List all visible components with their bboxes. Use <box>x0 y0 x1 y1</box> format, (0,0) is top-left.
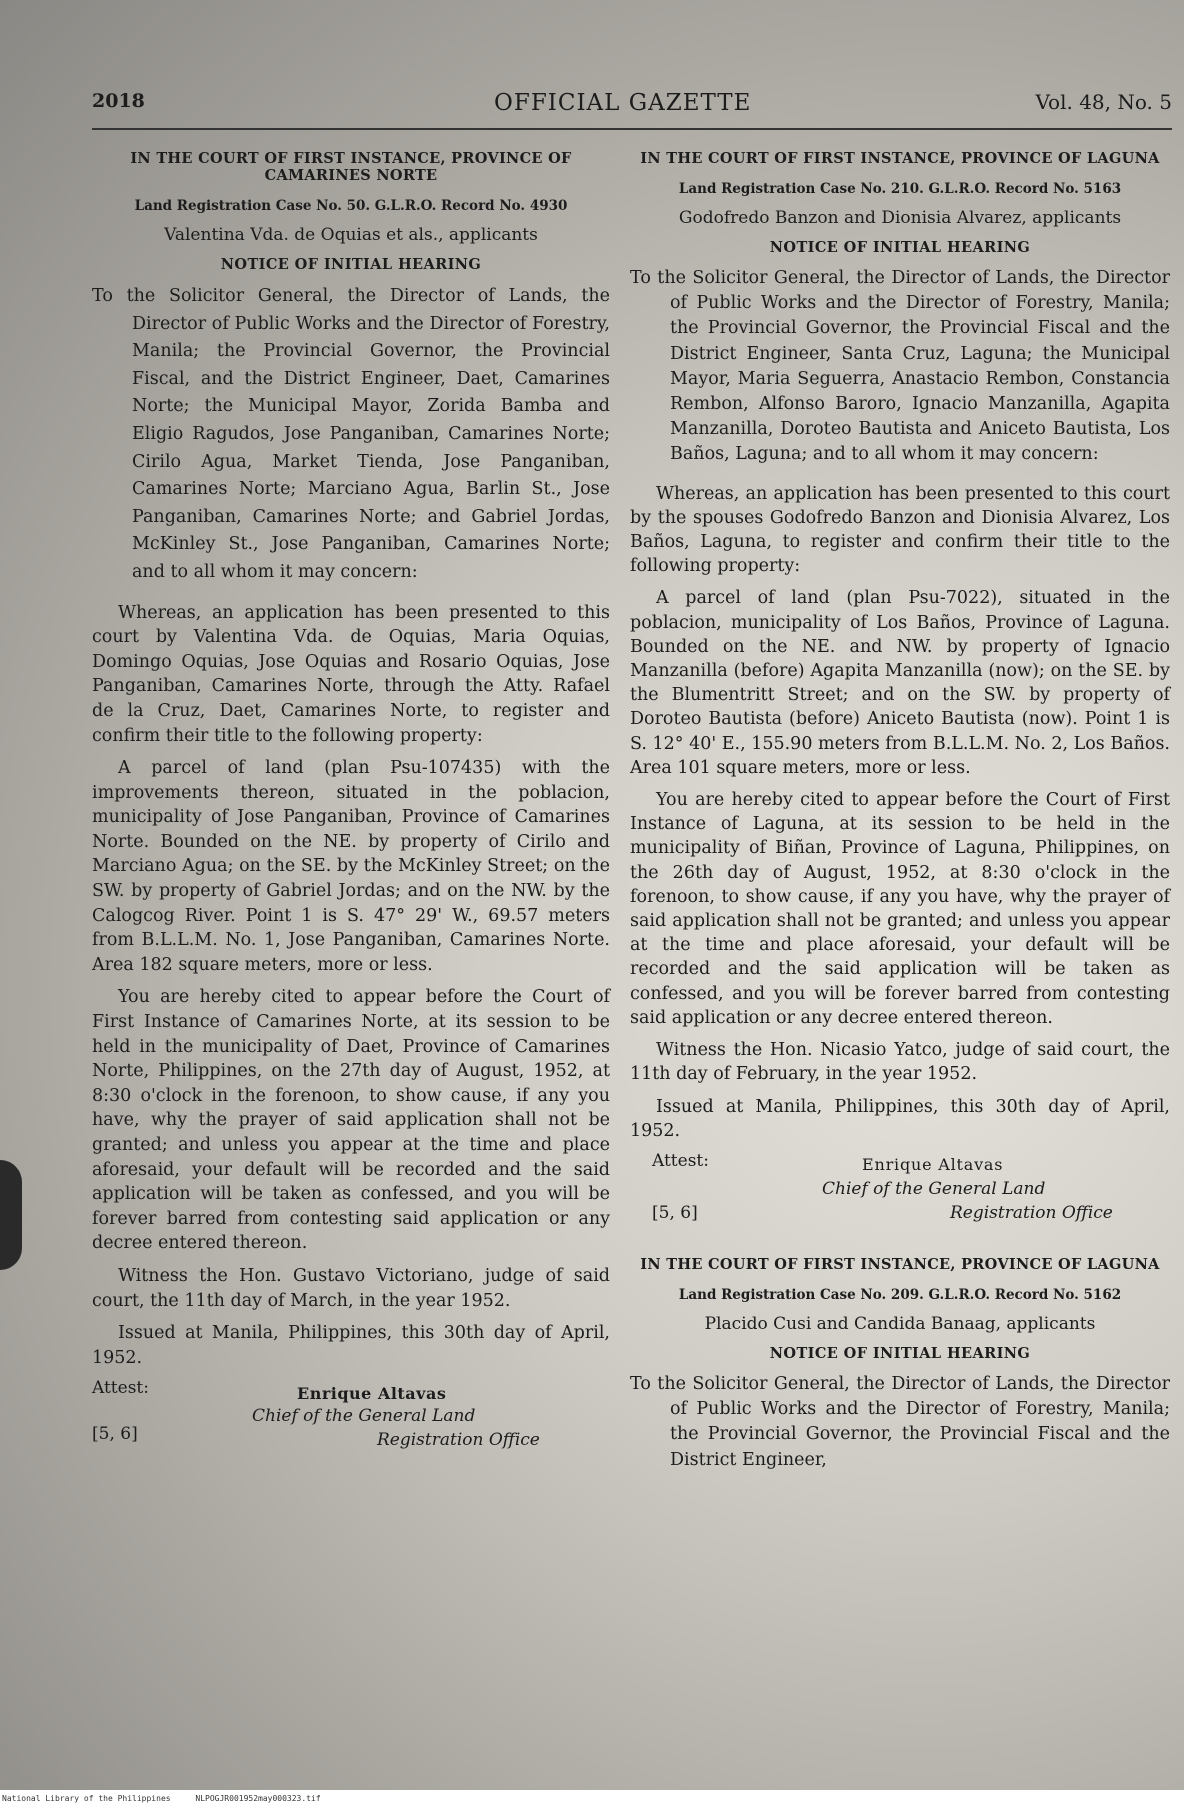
case-number: Land Registration Case No. 210. G.L.R.O. Record No. 5163 <box>678 181 1122 197</box>
case-number-2: Land Registration Case No. 209. G.L.R.O. Record No. 5162 <box>678 1286 1122 1303</box>
application-paragraph: Whereas, an application has been presented to this court by the spouses Godofredo Banzon and Dionisia Alvarez, Los Baños, Laguna, to register and confirm their title to the following property: <box>630 483 1170 577</box>
library-credit: National Library of the Philippines <box>2 1794 171 1803</box>
notice-heading: NOTICE OF INITIAL HEARING <box>769 239 1031 256</box>
applicants: Godofredo Banzon and Dionisia Alvarez, applicants <box>678 208 1122 228</box>
property-paragraph: A parcel of land (plan Psu-107435) with the improvements thereon, situated in the poblacion, municipality of Jose Panganiban, Province of Camarines Norte. Bounded on the NE. by property of Cirilo and Marciano Agua; on the SE. by the McKinley Street; on the SW. by property of Gabriel Jordas; and on the NW. by the Calogcog River. Point 1 is S. 47° 29' W., 69.57 meters from B.L.L.M. No. 1, Jose Panganiban, Camarines Norte. Area 182 square meters, more or less. <box>92 758 610 975</box>
issue-reference: [5, 6] <box>92 1424 138 1445</box>
court-heading: IN THE COURT OF FIRST INSTANCE, PROVINCE OF LAGUNA <box>640 150 1160 167</box>
citation-paragraph: You are hereby cited to appear before the Court of First Instance of Camarines Norte, at its session to be held in the municipality of Daet, Province of Camarines Norte, Philippines, on the 27th day of August, 1952, at 8:30 o'clock in the forenoon, to show cause, if any you have, why the prayer of said application shall not be granted; and unless you appear at the time and place aforesaid, your default will be recorded and the said application will be taken as confessed, and you will be forever barred from contesting said application or any decree entered thereon. <box>92 987 610 1254</box>
attestation <box>630 1151 1170 1246</box>
addressees: To the Solicitor General, the Director of Lands, the Director of Public Works and the Director of Forestry, Manila; the Provincial Governor, the Provincial Fiscal, and the District Engineer, Daet, Camarines Norte; the Municipal Mayor, Zorida Bamba and Eligio Ragudos, Jose Panganiban, Camarines Norte; Cirilo Agua, Market Tienda, Jose Panganiban, Camarines Norte; Marciano Agua, Barlin St., Jose Panganiban, Camarines Norte; and Gabriel Jordas, McKinley St., Jose Panganiban, Camarines Norte; and to all whom it may concern: <box>92 286 610 582</box>
attest-label: Attest: <box>92 1378 149 1399</box>
court-heading: IN THE COURT OF FIRST INSTANCE, PROVINCE OF CAMARINES NORTE <box>130 150 572 184</box>
right-column <box>630 150 1170 1487</box>
file-name: NLPOGJR001952may000323.tif <box>195 1794 321 1803</box>
volume-number: Vol. 48, No. 5 <box>1035 90 1172 114</box>
applicants: Valentina Vda. de Oquias et als., applicants <box>164 225 538 245</box>
page-header <box>92 88 1172 130</box>
signer-title-line-1: Chief of the General Land <box>822 1178 1046 1199</box>
attest-label: Attest: <box>652 1150 709 1171</box>
signer-name: Enrique Altavas <box>297 1384 447 1404</box>
scan-footer <box>0 1790 1184 1808</box>
page-number: 2018 <box>92 90 145 112</box>
issued-paragraph: Issued at Manila, Philippines, this 30th day of April, 1952. <box>630 1096 1170 1141</box>
citation-paragraph: You are hereby cited to appear before the Court of First Instance of Laguna, at its session to be held in the municipality of Biñan, Province of Laguna, Philippines, on the 26th day of August, 1952, at 8:30 o'clock in the forenoon, to show cause, if any you have, why the prayer of said application shall not be granted; and unless you appear at the time and place aforesaid, your default will be recorded and the said application will be taken as confessed, and you will be forever barred from contesting said application or any decree entered thereon. <box>630 790 1170 1028</box>
addressees: To the Solicitor General, the Director of Lands, the Director of Public Works and the Director of Forestry, Manila; the Provincial Governor, the Provincial Fiscal and the District Engineer, Santa Cruz, Laguna; the Municipal Mayor, Maria Seguerra, Anastacio Rembon, Constancia Rembon, Alfonso Baroro, Ignacio Manzanilla, Agapita Manzanilla, Doroteo Bautista and Aniceto Bautista, Los Baños, Laguna; and to all whom it may concern: <box>630 268 1170 465</box>
signer-title-line-1: Chief of the General Land <box>252 1406 476 1427</box>
notice-heading: NOTICE OF INITIAL HEARING <box>220 256 482 273</box>
applicants-2: Placido Cusi and Candida Banaag, applicants <box>704 1313 1096 1334</box>
witness-paragraph: Witness the Hon. Gustavo Victoriano, judge of said court, the 11th day of March, in the year 1952. <box>92 1265 610 1311</box>
case-number: Land Registration Case No. 50. G.L.R.O. Record No. 4930 <box>134 198 568 214</box>
signer-title-line-2: Registration Office <box>377 1430 540 1451</box>
property-paragraph: A parcel of land (plan Psu-7022), situated in the poblacion, municipality of Los Baños, Province of Laguna. Bounded on the NE. and NW. by property of Ignacio Manzanilla (before) Agapita Manzanilla (now); on the SE. by the Blumentritt Street; and on the SW. by property of Doroteo Bautista (before) Aniceto Bautista (now). Point 1 is S. 12° 40' E., 155.90 meters from B.L.L.M. No. 2, Los Baños. Area 101 square meters, more or less. <box>630 588 1170 778</box>
publication-title: OFFICIAL GAZETTE <box>494 90 752 116</box>
witness-paragraph: Witness the Hon. Nicasio Yatco, judge of said court, the 11th day of February, in the year 1952. <box>630 1040 1170 1085</box>
signer-name: Enrique Altavas <box>862 1154 1004 1174</box>
left-column <box>92 150 610 1478</box>
attestation <box>92 1378 610 1478</box>
signer-title-line-2: Registration Office <box>950 1202 1113 1223</box>
court-heading-2: IN THE COURT OF FIRST INSTANCE, PROVINCE OF LAGUNA <box>640 1255 1160 1273</box>
issue-reference: [5, 6] <box>652 1202 698 1223</box>
notice-heading-2: NOTICE OF INITIAL HEARING <box>769 1344 1031 1362</box>
issued-paragraph: Issued at Manila, Philippines, this 30th day of April, 1952. <box>92 1323 610 1368</box>
application-paragraph: Whereas, an application has been presented to this court by Valentina Vda. de Oquias, Maria Oquias, Domingo Oquias, Jose Oquias and Rosario Oquias, Jose Panganiban, Camarines Norte, through the Atty. Rafael de la Cruz, Daet, Camarines Norte, to register and confirm their title to the following property: <box>92 602 610 746</box>
addressees-2: To the Solicitor General, the Director of Lands, the Director of Public Works and the Director of Forestry, Manila; the Provincial Governor, the Provincial Fiscal and the District Engineer, <box>630 1373 1170 1470</box>
scanner-thumb-shadow <box>0 1160 22 1270</box>
